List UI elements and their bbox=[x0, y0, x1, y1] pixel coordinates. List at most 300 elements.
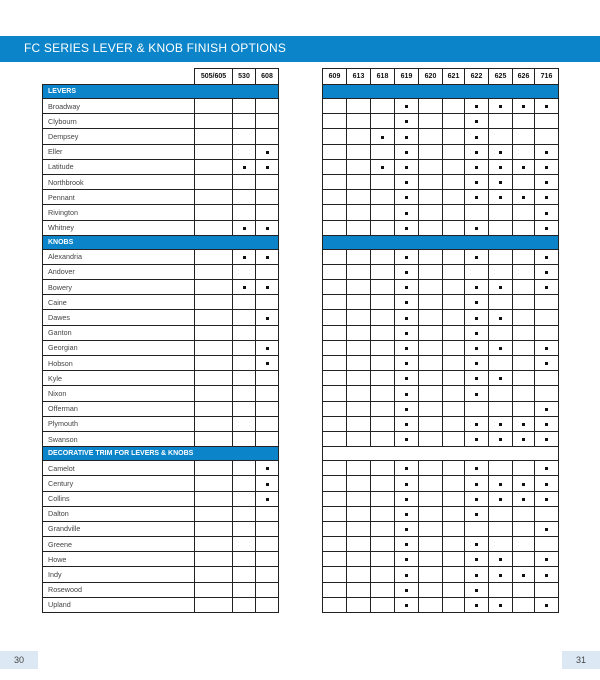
column-header: 625 bbox=[489, 69, 513, 85]
finish-cell bbox=[489, 159, 513, 174]
finish-cell bbox=[443, 476, 465, 491]
finish-cell bbox=[371, 220, 395, 235]
finish-cell bbox=[256, 461, 279, 476]
finish-cell bbox=[465, 521, 489, 536]
finish-cell bbox=[443, 220, 465, 235]
finish-cell bbox=[443, 552, 465, 567]
finish-cell bbox=[489, 476, 513, 491]
finish-cell bbox=[256, 416, 279, 431]
finish-cell bbox=[513, 521, 535, 536]
finish-cell bbox=[489, 190, 513, 205]
availability-mark-icon bbox=[545, 467, 548, 470]
section-spacer bbox=[323, 447, 559, 461]
availability-mark-icon bbox=[545, 362, 548, 365]
availability-mark-icon bbox=[405, 347, 408, 350]
availability-mark-icon bbox=[499, 317, 502, 320]
finish-cell bbox=[513, 295, 535, 310]
finish-cell bbox=[256, 249, 279, 264]
finish-cell bbox=[347, 386, 371, 401]
finish-cell bbox=[256, 401, 279, 416]
finish-cell bbox=[535, 205, 559, 220]
finish-cell bbox=[419, 401, 443, 416]
product-name: Rivington bbox=[43, 205, 195, 220]
finish-cell bbox=[256, 356, 279, 371]
table-row bbox=[323, 356, 559, 371]
finish-cell bbox=[347, 264, 371, 279]
finish-cell bbox=[465, 205, 489, 220]
finish-cell bbox=[195, 310, 233, 325]
availability-mark-icon bbox=[475, 423, 478, 426]
availability-mark-icon bbox=[243, 256, 246, 259]
finish-cell bbox=[395, 521, 419, 536]
product-name: Plymouth bbox=[43, 416, 195, 431]
availability-mark-icon bbox=[405, 317, 408, 320]
table-row bbox=[323, 144, 559, 159]
finish-cell bbox=[419, 340, 443, 355]
availability-mark-icon bbox=[475, 604, 478, 607]
finish-cell bbox=[347, 220, 371, 235]
availability-mark-icon bbox=[405, 120, 408, 123]
availability-mark-icon bbox=[405, 166, 408, 169]
table-row bbox=[323, 99, 559, 114]
finish-cell bbox=[465, 461, 489, 476]
availability-mark-icon bbox=[522, 438, 525, 441]
finish-cell bbox=[195, 537, 233, 552]
finish-cell bbox=[256, 521, 279, 536]
availability-mark-icon bbox=[499, 181, 502, 184]
finish-cell bbox=[419, 325, 443, 340]
finish-cell bbox=[395, 205, 419, 220]
finish-cell bbox=[371, 506, 395, 521]
page-number-left: 30 bbox=[0, 651, 38, 669]
finish-cell bbox=[195, 597, 233, 612]
column-header: 626 bbox=[513, 69, 535, 85]
section-header-row bbox=[43, 85, 279, 99]
availability-mark-icon bbox=[522, 423, 525, 426]
finish-cell bbox=[323, 506, 347, 521]
column-header-row bbox=[323, 69, 559, 85]
availability-mark-icon bbox=[499, 377, 502, 380]
finish-cell bbox=[347, 190, 371, 205]
table-row bbox=[43, 340, 279, 355]
finish-cell bbox=[513, 431, 535, 446]
finish-cell bbox=[233, 567, 256, 582]
product-name: Kyle bbox=[43, 371, 195, 386]
finish-cell bbox=[489, 174, 513, 189]
table-row bbox=[323, 537, 559, 552]
finish-cell bbox=[419, 159, 443, 174]
finish-cell bbox=[443, 371, 465, 386]
finish-cell bbox=[489, 114, 513, 129]
availability-mark-icon bbox=[405, 286, 408, 289]
availability-mark-icon bbox=[405, 543, 408, 546]
finish-cell bbox=[233, 340, 256, 355]
finish-cell bbox=[371, 537, 395, 552]
table-row bbox=[323, 521, 559, 536]
product-name: Clybourn bbox=[43, 114, 195, 129]
finish-cell bbox=[233, 325, 256, 340]
finish-cell bbox=[465, 597, 489, 612]
table-row bbox=[323, 280, 559, 295]
finish-cell bbox=[513, 220, 535, 235]
finish-cell bbox=[535, 431, 559, 446]
availability-mark-icon bbox=[475, 166, 478, 169]
table-row bbox=[43, 597, 279, 612]
column-header: 716 bbox=[535, 69, 559, 85]
finish-cell bbox=[347, 506, 371, 521]
finish-cell bbox=[256, 386, 279, 401]
finish-cell bbox=[443, 129, 465, 144]
table-row bbox=[43, 295, 279, 310]
finish-cell bbox=[371, 249, 395, 264]
finish-cell bbox=[195, 356, 233, 371]
availability-mark-icon bbox=[266, 347, 269, 350]
finish-cell bbox=[233, 174, 256, 189]
finish-cell bbox=[395, 129, 419, 144]
table-row bbox=[323, 340, 559, 355]
finish-cell bbox=[535, 99, 559, 114]
finish-cell bbox=[233, 310, 256, 325]
finish-cell bbox=[443, 264, 465, 279]
availability-mark-icon bbox=[545, 166, 548, 169]
finish-cell bbox=[535, 190, 559, 205]
availability-mark-icon bbox=[405, 574, 408, 577]
finish-cell bbox=[535, 129, 559, 144]
table-row bbox=[323, 506, 559, 521]
finish-cell bbox=[443, 295, 465, 310]
finish-cell bbox=[256, 144, 279, 159]
table-row bbox=[43, 129, 279, 144]
availability-mark-icon bbox=[475, 438, 478, 441]
finish-cell bbox=[371, 597, 395, 612]
finish-cell bbox=[323, 567, 347, 582]
product-name: Northbrook bbox=[43, 174, 195, 189]
product-name: Ganton bbox=[43, 325, 195, 340]
finish-cell bbox=[395, 582, 419, 597]
availability-mark-icon bbox=[522, 483, 525, 486]
finish-cell bbox=[443, 114, 465, 129]
finish-cell bbox=[489, 371, 513, 386]
finish-cell bbox=[513, 325, 535, 340]
finish-cell bbox=[489, 249, 513, 264]
finish-cell bbox=[323, 371, 347, 386]
finish-cell bbox=[256, 129, 279, 144]
table-row bbox=[43, 114, 279, 129]
availability-mark-icon bbox=[499, 438, 502, 441]
finish-cell bbox=[256, 264, 279, 279]
finish-cell bbox=[443, 174, 465, 189]
availability-mark-icon bbox=[381, 166, 384, 169]
table-row bbox=[323, 159, 559, 174]
table-row bbox=[323, 416, 559, 431]
finish-cell bbox=[419, 280, 443, 295]
finish-cell bbox=[256, 205, 279, 220]
finish-cell bbox=[347, 401, 371, 416]
availability-mark-icon bbox=[405, 377, 408, 380]
finish-cell bbox=[395, 461, 419, 476]
availability-mark-icon bbox=[405, 136, 408, 139]
finish-cell bbox=[465, 491, 489, 506]
finish-cell bbox=[489, 356, 513, 371]
finish-cell bbox=[195, 295, 233, 310]
finish-cell bbox=[395, 401, 419, 416]
availability-mark-icon bbox=[499, 196, 502, 199]
table-row bbox=[323, 190, 559, 205]
finish-cell bbox=[395, 506, 419, 521]
finish-cell bbox=[419, 597, 443, 612]
finish-cell bbox=[256, 190, 279, 205]
finish-cell bbox=[513, 340, 535, 355]
availability-mark-icon bbox=[522, 498, 525, 501]
finish-cell bbox=[323, 325, 347, 340]
finish-cell bbox=[347, 249, 371, 264]
finish-cell bbox=[419, 190, 443, 205]
finish-cell bbox=[419, 476, 443, 491]
finish-cell bbox=[513, 597, 535, 612]
finish-cell bbox=[395, 356, 419, 371]
finish-cell bbox=[465, 506, 489, 521]
finish-cell bbox=[489, 416, 513, 431]
finish-cell bbox=[347, 582, 371, 597]
availability-mark-icon bbox=[405, 271, 408, 274]
finish-cell bbox=[323, 205, 347, 220]
finish-cell bbox=[419, 295, 443, 310]
finish-cell bbox=[535, 220, 559, 235]
availability-mark-icon bbox=[405, 301, 408, 304]
finish-cell bbox=[323, 114, 347, 129]
finish-cell bbox=[371, 521, 395, 536]
availability-mark-icon bbox=[266, 467, 269, 470]
finish-cell bbox=[323, 144, 347, 159]
finish-cell bbox=[395, 310, 419, 325]
finish-cell bbox=[233, 220, 256, 235]
availability-mark-icon bbox=[475, 136, 478, 139]
finish-cell bbox=[233, 552, 256, 567]
finish-cell bbox=[195, 220, 233, 235]
availability-mark-icon bbox=[405, 423, 408, 426]
product-name: Century bbox=[43, 476, 195, 491]
availability-mark-icon bbox=[545, 604, 548, 607]
availability-mark-icon bbox=[405, 589, 408, 592]
availability-mark-icon bbox=[405, 483, 408, 486]
finish-cell bbox=[323, 264, 347, 279]
finish-cell bbox=[347, 99, 371, 114]
finish-cell bbox=[371, 144, 395, 159]
finish-cell bbox=[256, 582, 279, 597]
finish-cell bbox=[233, 461, 256, 476]
finish-cell bbox=[233, 416, 256, 431]
finish-cell bbox=[233, 99, 256, 114]
finish-cell bbox=[195, 159, 233, 174]
table-row bbox=[43, 401, 279, 416]
finish-cell bbox=[489, 537, 513, 552]
finish-cell bbox=[443, 159, 465, 174]
finish-cell bbox=[419, 567, 443, 582]
finish-cell bbox=[513, 129, 535, 144]
finish-cell bbox=[256, 99, 279, 114]
finish-cell bbox=[256, 567, 279, 582]
finish-cell bbox=[513, 114, 535, 129]
finish-cell bbox=[535, 280, 559, 295]
finish-cell bbox=[256, 537, 279, 552]
product-name: Caine bbox=[43, 295, 195, 310]
table-row bbox=[323, 310, 559, 325]
finish-cell bbox=[395, 264, 419, 279]
finish-cell bbox=[256, 310, 279, 325]
column-header: 505/605 bbox=[195, 69, 233, 85]
finish-cell bbox=[347, 521, 371, 536]
finish-cell bbox=[195, 491, 233, 506]
finish-cell bbox=[443, 416, 465, 431]
finish-cell bbox=[419, 582, 443, 597]
finish-cell bbox=[371, 340, 395, 355]
finish-cell bbox=[371, 129, 395, 144]
availability-mark-icon bbox=[545, 574, 548, 577]
header-blank-cell bbox=[43, 69, 195, 85]
section-header-row bbox=[323, 85, 559, 99]
finish-cell bbox=[347, 552, 371, 567]
finish-cell bbox=[323, 190, 347, 205]
finish-cell bbox=[256, 552, 279, 567]
availability-mark-icon bbox=[499, 105, 502, 108]
table-row bbox=[323, 431, 559, 446]
finish-cell bbox=[443, 461, 465, 476]
product-name: Pennant bbox=[43, 190, 195, 205]
finish-cell bbox=[233, 386, 256, 401]
table-row bbox=[43, 220, 279, 235]
finish-cell bbox=[233, 190, 256, 205]
finish-cell bbox=[513, 416, 535, 431]
finish-cell bbox=[395, 340, 419, 355]
product-name: Hobson bbox=[43, 356, 195, 371]
table-row bbox=[43, 174, 279, 189]
finish-cell bbox=[323, 461, 347, 476]
finish-cell bbox=[489, 220, 513, 235]
finish-cell bbox=[371, 582, 395, 597]
availability-mark-icon bbox=[475, 256, 478, 259]
finish-cell bbox=[395, 295, 419, 310]
table-row bbox=[43, 461, 279, 476]
table-row bbox=[43, 190, 279, 205]
finish-cell bbox=[371, 114, 395, 129]
finish-cell bbox=[395, 416, 419, 431]
finish-cell bbox=[347, 356, 371, 371]
availability-mark-icon bbox=[475, 105, 478, 108]
finish-cell bbox=[419, 552, 443, 567]
finish-cell bbox=[323, 99, 347, 114]
finish-cell bbox=[195, 114, 233, 129]
product-name: Alexandria bbox=[43, 249, 195, 264]
finish-cell bbox=[513, 99, 535, 114]
availability-mark-icon bbox=[405, 212, 408, 215]
finish-cell bbox=[443, 356, 465, 371]
finish-cell bbox=[443, 491, 465, 506]
finish-cell bbox=[233, 295, 256, 310]
finish-cell bbox=[195, 371, 233, 386]
table-row bbox=[43, 416, 279, 431]
table-row bbox=[323, 249, 559, 264]
finish-cell bbox=[443, 340, 465, 355]
finish-cell bbox=[443, 99, 465, 114]
availability-mark-icon bbox=[475, 362, 478, 365]
product-name: Dalton bbox=[43, 506, 195, 521]
product-name: Broadway bbox=[43, 99, 195, 114]
finish-cell bbox=[347, 476, 371, 491]
finish-cell bbox=[489, 506, 513, 521]
availability-mark-icon bbox=[475, 377, 478, 380]
table-row bbox=[43, 552, 279, 567]
availability-mark-icon bbox=[266, 317, 269, 320]
finish-cell bbox=[513, 371, 535, 386]
availability-mark-icon bbox=[475, 558, 478, 561]
finish-cell bbox=[419, 264, 443, 279]
product-name: Collins bbox=[43, 491, 195, 506]
finish-cell bbox=[347, 461, 371, 476]
availability-mark-icon bbox=[499, 558, 502, 561]
finish-cell bbox=[443, 310, 465, 325]
finish-cell bbox=[233, 521, 256, 536]
availability-mark-icon bbox=[405, 467, 408, 470]
availability-mark-icon bbox=[405, 498, 408, 501]
finish-cell bbox=[489, 310, 513, 325]
finish-cell bbox=[233, 597, 256, 612]
finish-cell bbox=[323, 310, 347, 325]
finish-cell bbox=[323, 340, 347, 355]
finish-cell bbox=[419, 114, 443, 129]
section-spacer bbox=[323, 85, 559, 99]
finish-cell bbox=[513, 401, 535, 416]
product-name: Nixon bbox=[43, 386, 195, 401]
product-name: Rosewood bbox=[43, 582, 195, 597]
availability-mark-icon bbox=[499, 483, 502, 486]
finish-cell bbox=[347, 416, 371, 431]
finish-cell bbox=[323, 491, 347, 506]
finish-cell bbox=[371, 491, 395, 506]
finish-cell bbox=[256, 295, 279, 310]
finish-cell bbox=[347, 325, 371, 340]
finish-cell bbox=[233, 129, 256, 144]
column-header: 621 bbox=[443, 69, 465, 85]
product-name: Howe bbox=[43, 552, 195, 567]
product-name: Latitude bbox=[43, 159, 195, 174]
table-row bbox=[43, 325, 279, 340]
finish-cell bbox=[465, 174, 489, 189]
finish-cell bbox=[195, 280, 233, 295]
finish-cell bbox=[256, 325, 279, 340]
finish-cell bbox=[465, 401, 489, 416]
finish-cell bbox=[489, 461, 513, 476]
finish-cell bbox=[465, 99, 489, 114]
availability-mark-icon bbox=[522, 166, 525, 169]
finish-cell bbox=[323, 431, 347, 446]
finish-cell bbox=[535, 416, 559, 431]
finish-cell bbox=[535, 144, 559, 159]
finish-cell bbox=[195, 567, 233, 582]
column-header: 620 bbox=[419, 69, 443, 85]
finish-cell bbox=[195, 129, 233, 144]
finish-cell bbox=[256, 159, 279, 174]
finish-cell bbox=[419, 521, 443, 536]
availability-mark-icon bbox=[243, 286, 246, 289]
finish-cell bbox=[256, 280, 279, 295]
finish-cell bbox=[195, 340, 233, 355]
finish-cell bbox=[489, 129, 513, 144]
table-row bbox=[323, 582, 559, 597]
finish-cell bbox=[513, 310, 535, 325]
finish-cell bbox=[371, 567, 395, 582]
finish-cell bbox=[535, 310, 559, 325]
finish-cell bbox=[371, 386, 395, 401]
